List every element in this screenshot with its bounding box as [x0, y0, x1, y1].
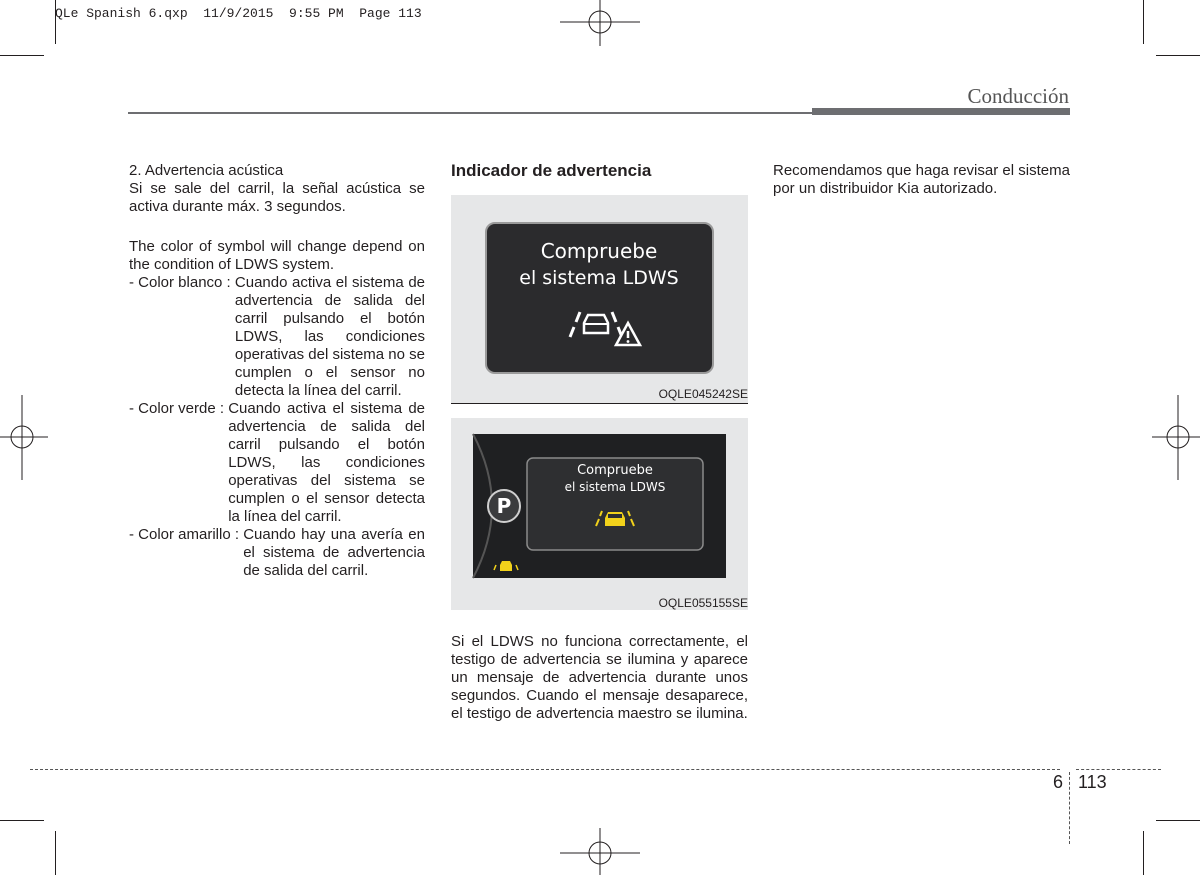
section-title: Conducción — [967, 84, 1069, 108]
footer-rule — [30, 769, 1060, 770]
registration-mark-bottom — [560, 828, 640, 875]
figure-warning-message — [451, 195, 748, 404]
header-rule-thick — [812, 108, 1070, 115]
paragraph-ldws-fault: Si el LDWS no funciona correctamente, el testigo de advertencia se ilumina y aparece un mensaje de advertencia durante unos segundos. Cuando el mensaje desaparece, el testigo de advertencia maestro se ilumina. — [451, 633, 748, 722]
subheading-acoustic: 2. Advertencia acústica — [129, 162, 284, 179]
crop-mark — [1156, 820, 1200, 821]
list-item-label: - Color verde : — [129, 400, 229, 417]
crop-mark — [55, 831, 56, 875]
list-item — [129, 526, 425, 580]
footer-divider — [1069, 772, 1070, 844]
registration-mark-left — [0, 395, 50, 480]
footer-rule — [1076, 769, 1161, 770]
cluster-display-illustration — [451, 418, 748, 610]
crop-mark — [1143, 831, 1144, 875]
figure-caption: OQLE045242SE — [658, 387, 748, 401]
chapter-number: 6 — [1053, 772, 1064, 792]
display-text-line2: el sistema LDWS — [519, 267, 679, 289]
figure-caption: OQLE055155SE — [658, 596, 748, 610]
list-item — [129, 274, 425, 400]
column-left — [129, 162, 425, 580]
list-item — [129, 400, 425, 526]
list-item-text: Cuando activa el sistema de advertencia de salida del carril pulsando el botón LDWS, las condiciones operativas del sistema no se cumplen o el sensor no detecta la línea del carril. — [234, 274, 425, 399]
list-item-label: - Color blanco : — [129, 274, 235, 291]
display-text-line2: el sistema LDWS — [564, 480, 666, 494]
page-number: 113 — [1078, 772, 1107, 792]
list-item-label: - Color amarillo : — [129, 526, 244, 543]
display-text-line1: Compruebe — [540, 239, 658, 263]
warning-display-illustration — [451, 195, 748, 404]
display-text-line1: Compruebe — [577, 463, 653, 478]
header-rule — [128, 112, 812, 114]
crop-mark — [1143, 0, 1144, 44]
paragraph-recommendation: Recomendamos que haga revisar el sistema por un distribuidor Kia autorizado. — [773, 162, 1070, 197]
paragraph-color: The color of symbol will change depend on the condition of LDWS system. — [129, 238, 425, 273]
print-slug: QLe Spanish 6.qxp 11/9/2015 9:55 PM Page 113 — [55, 6, 422, 21]
crop-mark — [1156, 55, 1200, 56]
gear-indicator-label: P — [496, 494, 512, 518]
list-item-text: Cuando activa el sistema de advertencia de salida del carril pulsando el botón LDWS, las condiciones operativas del sistema se cumplen o el sensor detecta la línea del carril. — [228, 400, 425, 525]
paragraph-acoustic: Si se sale del carril, la señal acústica se activa durante máx. 3 segundos. — [129, 180, 425, 215]
list-item-text: Cuando hay una avería en el sistema de advertencia de salida del carril. — [243, 526, 425, 579]
registration-mark-right — [1150, 395, 1200, 480]
figure-divider — [451, 403, 748, 404]
section-heading: Indicador de advertencia — [451, 161, 652, 180]
crop-mark — [0, 55, 44, 56]
figure-cluster-display — [451, 418, 748, 610]
registration-mark-top — [560, 0, 640, 50]
crop-mark — [0, 820, 44, 821]
